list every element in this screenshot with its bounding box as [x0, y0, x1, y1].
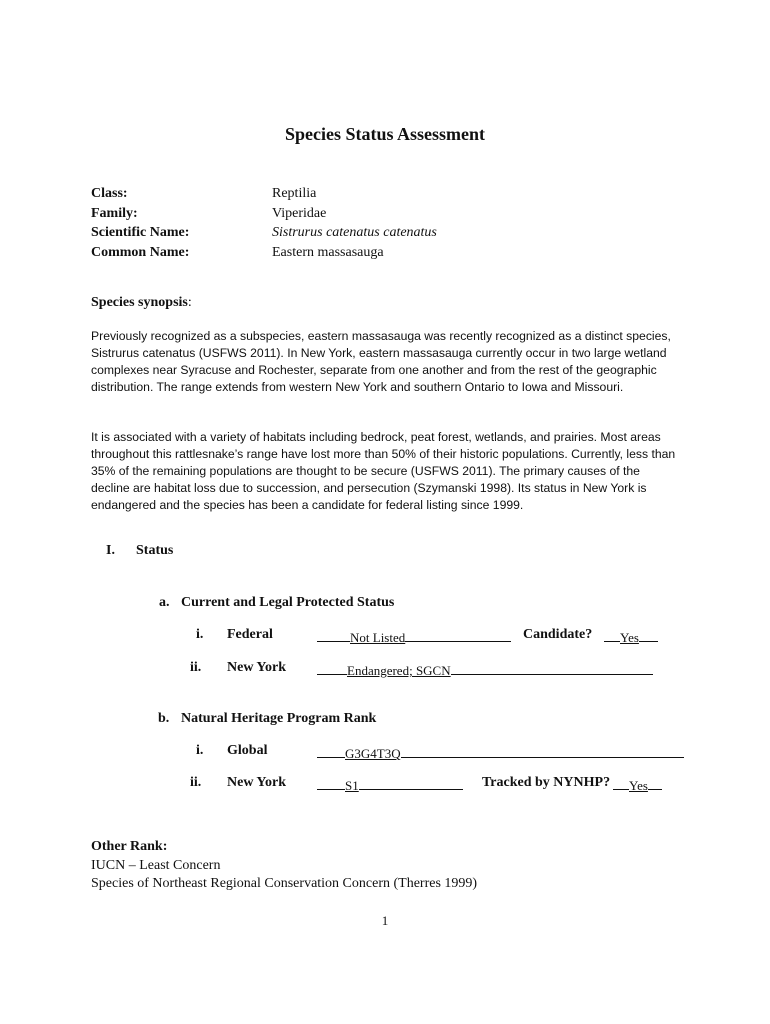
synopsis-paragraph-1: Previously recognized as a subspecies, eastern massasauga was recently recognized as a distinct species, Sistrurus catenatus (USFWS 2011). In New York, eastern massasauga currently occur in two large wetland complexes near Syracuse and Rochester, separate from one another and from the rest of the geographic distribution. The range extends from western New York and southern Ontario to Iowa and Missouri. — [91, 329, 671, 394]
ny-status-label: New York — [227, 660, 286, 675]
other-rank-heading: Other Rank: — [91, 839, 168, 854]
common-name-label: Common Name: — [91, 245, 190, 260]
synopsis-paragraph-2: It is associated with a variety of habitats including bedrock, peat forest, wetlands, and prairies. Most areas throughout this rattlesnake’s range have lost more than 50% of their historic populations. Currently, less than 35% of the remaining populations are thought to be secure (USFWS 2011). The primary causes of the decline are habitat loss due to succession, and persecution (Szymanski 1998). Its status in New York is endangered and the species has been a candidate for federal listing since 1999. — [91, 430, 676, 512]
scientific-name-label: Scientific Name: — [91, 225, 190, 240]
ny-status-numeral: ii. — [190, 660, 202, 675]
ny-rank-field — [317, 775, 463, 794]
class-value: Reptilia — [272, 186, 317, 201]
ny-rank-value: S1 — [345, 778, 359, 793]
scientific-name-value: Sistrurus catenatus catenatus — [272, 225, 437, 240]
class-label: Class: — [91, 186, 128, 201]
synopsis-heading-text: Species synopsis — [91, 295, 188, 310]
federal-label: Federal — [227, 627, 273, 642]
candidate-field — [604, 627, 658, 646]
subsection-b-heading: Natural Heritage Program Rank — [181, 711, 377, 726]
subsection-a-letter: a. — [159, 595, 170, 610]
ny-status-field — [317, 660, 653, 679]
page-number: 1 — [381, 913, 389, 928]
federal-status-field — [317, 627, 511, 646]
ny-rank-numeral: ii. — [190, 775, 202, 790]
tracked-field — [613, 775, 662, 794]
subsection-a-heading: Current and Legal Protected Status — [181, 595, 395, 610]
page-title: Species Status Assessment — [284, 124, 485, 144]
global-rank-numeral: i. — [196, 743, 204, 758]
ny-rank-label: New York — [227, 775, 286, 790]
family-label: Family: — [91, 206, 138, 221]
section-numeral: I. — [106, 543, 115, 558]
other-rank-line-2: Species of Northeast Regional Conservation Concern (Therres 1999) — [91, 876, 478, 891]
tracked-value: Yes — [629, 778, 648, 793]
common-name-value: Eastern massasauga — [272, 245, 384, 260]
other-rank-line-1: IUCN – Least Concern — [91, 858, 221, 873]
section-heading: Status — [136, 543, 174, 558]
federal-status-value: Not Listed — [350, 630, 406, 645]
candidate-label: Candidate? — [523, 627, 593, 642]
global-rank-label: Global — [227, 743, 268, 758]
subsection-b-letter: b. — [158, 711, 170, 726]
federal-numeral: i. — [196, 627, 204, 642]
tracked-label: Tracked by NYNHP? — [482, 775, 611, 790]
family-value: Viperidae — [272, 206, 327, 221]
global-rank-value: G3G4T3Q — [345, 746, 401, 761]
candidate-value: Yes — [620, 630, 639, 645]
synopsis-heading — [91, 295, 192, 311]
global-rank-field — [317, 743, 684, 762]
synopsis-heading-colon: : — [187, 295, 192, 310]
ny-status-value: Endangered; SGCN — [347, 663, 451, 678]
